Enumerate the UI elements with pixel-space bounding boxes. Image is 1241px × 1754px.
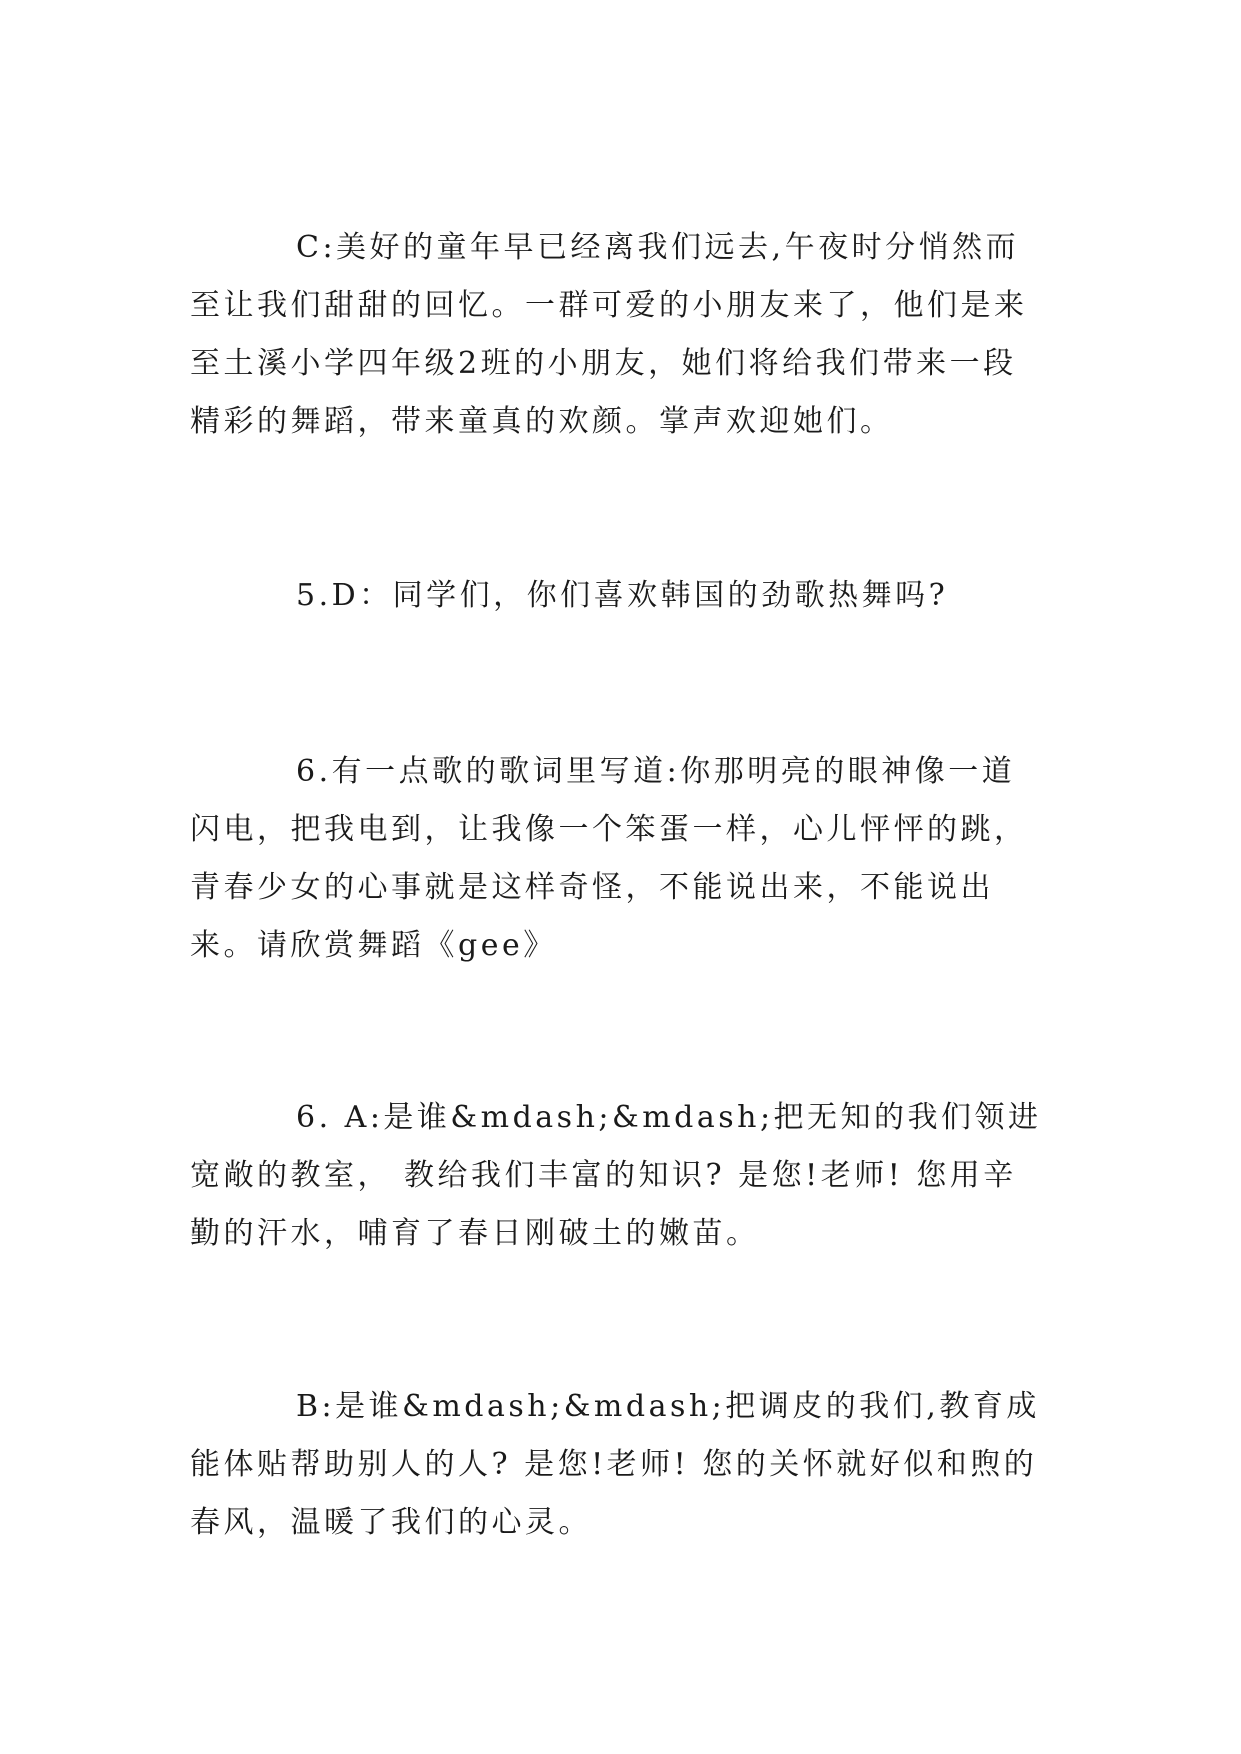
- paragraph-b-teacher: B:是谁&mdash;&mdash;把调皮的我们,教育成能体贴帮助别人的人? 是您!老师! 您的关怀就好似和煦的春风，温暖了我们的心灵。: [190, 1389, 1040, 1540]
- paragraph-c-childhood: C:美好的童年早已经离我们远去,午夜时分悄然而至让我们甜甜的回忆。一群可爱的小朋友来了，他们是来至土溪小学四年级2班的小朋友，她们将给我们带来一段精彩的舞蹈，带来童真的欢颜。掌声欢迎她们。: [190, 230, 1028, 439]
- paragraph-6-a-teacher: 6. A:是谁&mdash;&mdash;把无知的我们领进宽敞的教室， 教给我们丰富的知识? 是您!老师! 您用辛勤的汗水，哺育了春日刚破土的嫩苗。: [190, 1100, 1042, 1251]
- paragraph-6-song-lyrics: 6.有一点歌的歌词里写道:你那明亮的眼神像一道闪电，把我电到，让我像一个笨蛋一样，心儿怦怦的跳，青春少女的心事就是这样奇怪，不能说出来，不能说出来。请欣赏舞蹈《gee》: [190, 754, 1028, 963]
- paragraph-5-d-question: 5.D：同学们，你们喜欢韩国的劲歌热舞吗?: [296, 578, 949, 613]
